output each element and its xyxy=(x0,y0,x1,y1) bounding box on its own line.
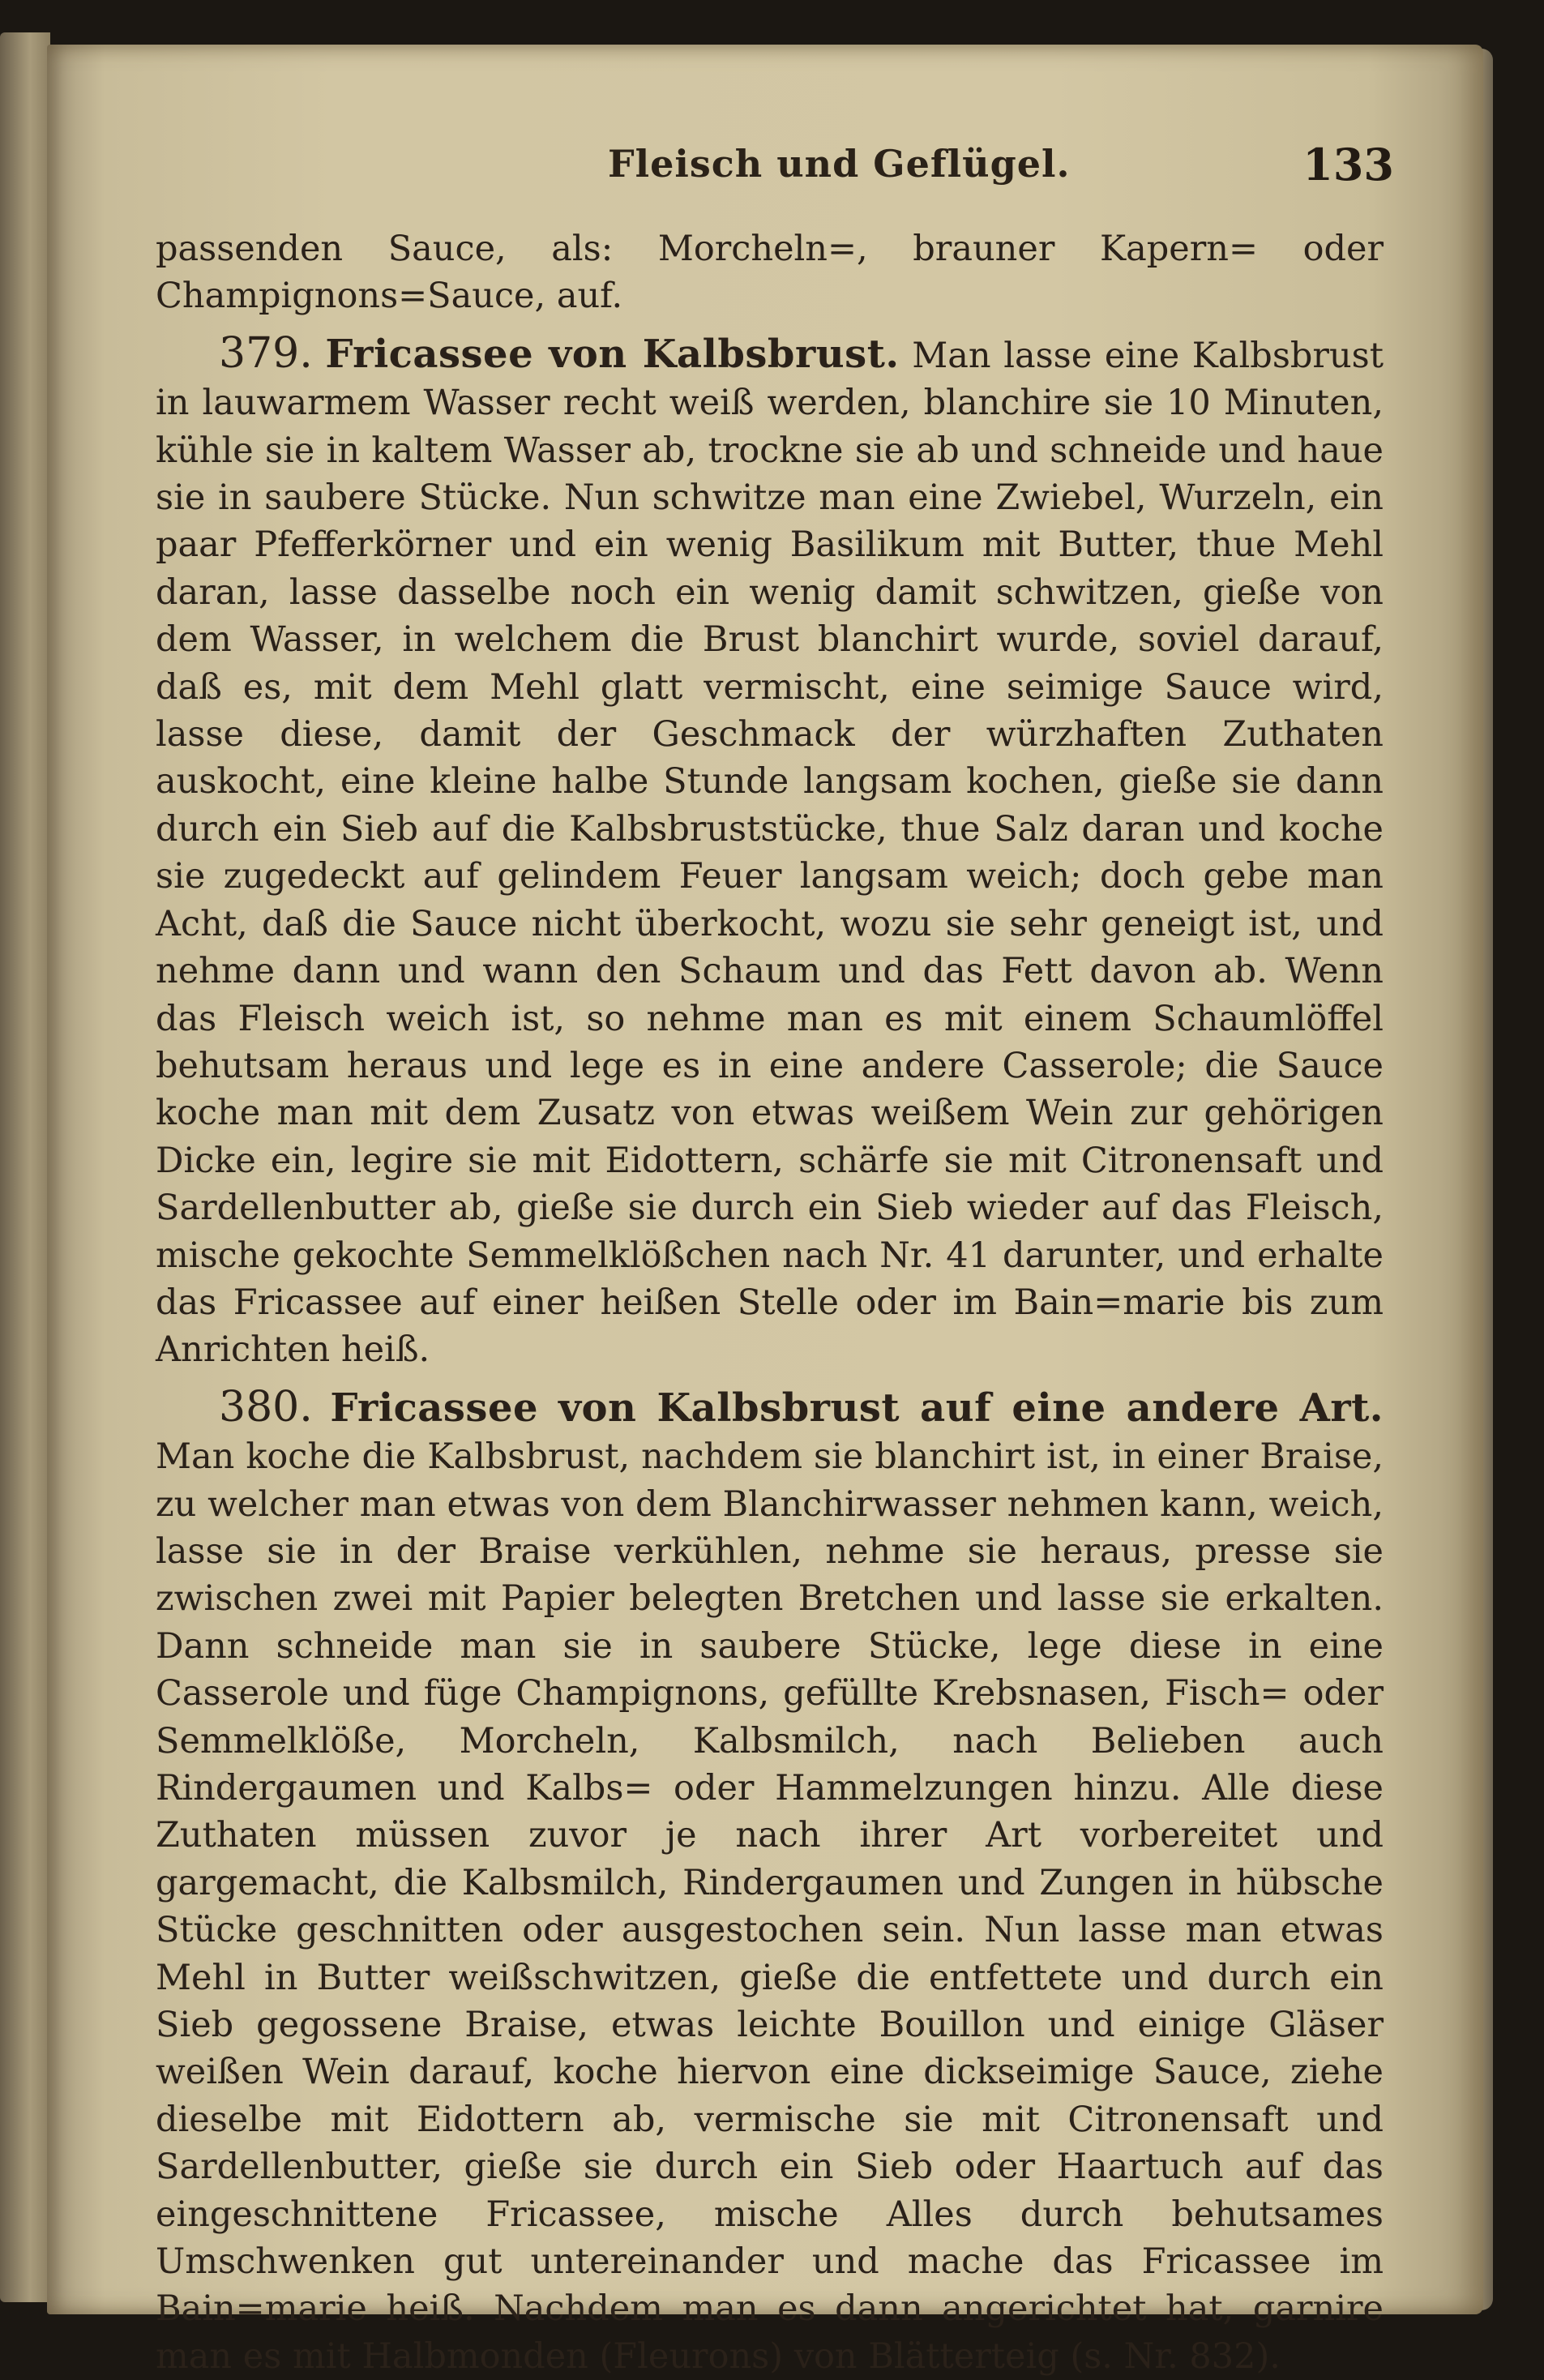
recipe-379-number: 379. xyxy=(219,328,313,378)
continuation-paragraph: passenden Sauce, als: Morcheln=, brauner Kapern= oder Champignons=Sauce, auf. xyxy=(156,229,1384,317)
left-page-edge xyxy=(0,32,50,2302)
page-number: 133 xyxy=(1302,139,1394,190)
page-body xyxy=(156,225,1384,2380)
recipe-379 xyxy=(156,330,1384,1374)
recipe-380 xyxy=(156,1384,1384,2380)
recipe-379-text: Man lasse eine Kalbsbrust in lauwarmem Wasser recht weiß werden, blanchire sie 10 Minuten, kühle sie in kaltem Wasser ab, trockne sie ab und schneide und haue sie in saubere Stücke. Nun schwitze man eine Zwiebel, Wurzeln, ein paar Pfefferkörner und ein wenig Basilikum mit Butter, thue Mehl daran, lasse dasselbe noch ein wenig damit schwitzen, gieße von dem Wasser, in welchem die Brust blanchirt wurde, soviel darauf, daß es, mit dem Mehl glatt vermischt, eine seimige Sauce wird, lasse diese, damit der Geschmack der würzhaften Zuthaten auskocht, eine kleine halbe Stunde langsam kochen, gieße sie dann durch ein Sieb auf die Kalbsbruststücke, thue Salz daran und koche sie zugedeckt auf gelindem Feuer langsam weich; doch gebe man Acht, daß die Sauce nicht überkocht, wozu sie sehr geneigt ist, und nehme dann und wann den Schaum und das Fett davon ab. Wenn das Fleisch weich ist, so nehme man es mit einem Schaumlöffel behutsam heraus und lege es in eine andere Casserole; die Sauce koche man mit dem Zusatz von etwas weißem Wein zur gehörigen Dicke ein, legire sie mit Eidottern, schärfe sie mit Citronensaft und Sardellenbutter ab, gieße sie durch ein Sieb wieder auf das Fleisch, mische gekochte Semmelklößchen nach Nr. 41 darunter, und erhalte das Fricassee auf einer heißen Stelle oder im Bain=marie bis zum Anrichten heiß. xyxy=(156,335,1384,1371)
running-head: Fleisch und Geflügel. xyxy=(608,142,1071,186)
recipe-380-number: 380. xyxy=(219,1382,313,1432)
recipe-380-title: Fricassee von Kalbsbrust auf eine andere Art. xyxy=(330,1385,1384,1431)
recipe-380-text: Man koche die Kalbsbrust, nachdem sie blanchirt ist, in einer Braise, zu welcher man etwas von dem Blanchirwasser nehmen kann, weich, lasse sie in der Braise verkühlen, nehme sie heraus, presse sie zwischen zwei mit Papier belegten Bretchen und lasse sie erkalten. Dann schneide man sie in saubere Stücke, lege diese in eine Casserole und füge Champignons, gefüllte Krebsnasen, Fisch= oder Semmelklöße, Morcheln, Kalbsmilch, nach Belieben auch Rindergaumen und Kalbs= oder Hammelzungen hinzu. Alle diese Zuthaten müssen zuvor je nach ihrer Art vorbereitet und gargemacht, die Kalbsmilch, Rindergaumen und Zungen in hübsche Stücke geschnitten oder ausgestochen sein. Nun lasse man etwas Mehl in Butter weißschwitzen, gieße die entfettete und durch ein Sieb gegossene Braise, etwas leichte Bouillon und einige Gläser weißen Wein darauf, koche hiervon eine dickseimige Sauce, ziehe dieselbe mit Eidottern ab, vermische sie mit Citronensaft und Sardellenbutter, gieße sie durch ein Sieb oder Haartuch auf das eingeschnittene Fricassee, mische Alles durch behutsames Umschwenken gut untereinander und mache das Fricassee im Bain=marie heiß. Nachdem man es dann angerichtet hat, garnire man es mit Halbmonden (Fleurons) von Blätterteig (s. Nr. 832). xyxy=(156,1436,1384,2377)
page-header xyxy=(154,134,1394,199)
recipe-379-title: Fricassee von Kalbsbrust. xyxy=(325,331,900,377)
